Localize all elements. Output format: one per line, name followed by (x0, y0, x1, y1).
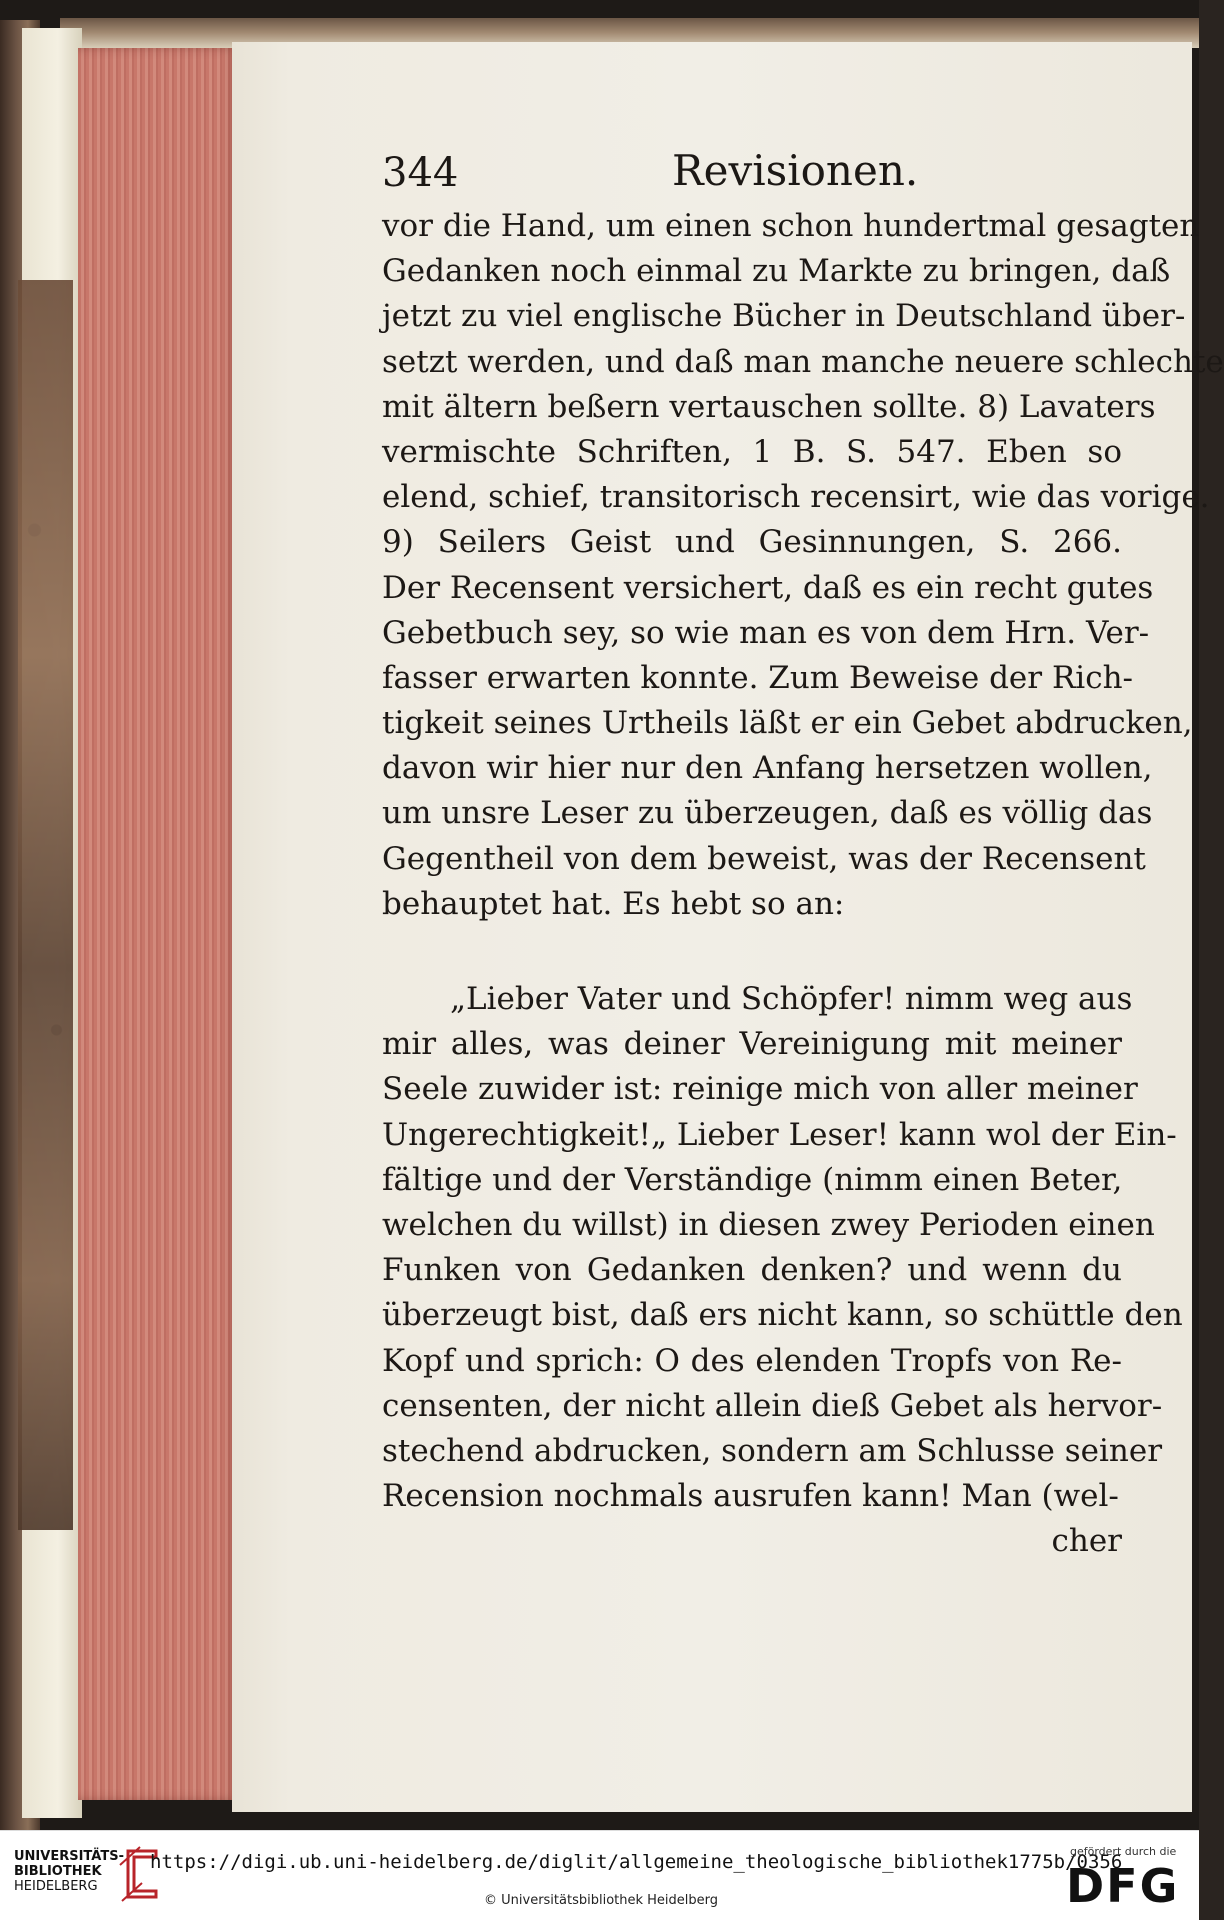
page-text (382, 132, 1224, 1564)
paragraph-1 (382, 204, 1224, 927)
book-page (232, 42, 1224, 1812)
text-line: vermischte Schriften, 1 B. S. 547. Eben so (382, 433, 1122, 470)
text-line: censenten, der nicht allein dieß Gebet als hervor- (382, 1387, 1163, 1424)
text-line: um unsre Leser zu überzeugen, daß es völlig das (382, 795, 1153, 832)
text-line: Der Recensent versichert, daß es ein recht gutes (382, 569, 1154, 606)
viewer-footer (0, 1830, 1199, 1920)
text-line: setzt werden, und daß man manche neuere schlechte (382, 343, 1224, 380)
page-header (382, 132, 1122, 202)
page-number: 344 (382, 150, 459, 196)
text-line: Funken von Gedanken denken? und wenn du (382, 1252, 1122, 1289)
text-line: tigkeit seines Urtheils läßt er ein Gebet abdrucken, (382, 705, 1193, 742)
logo-line-1: UNIVERSITÄTS- (14, 1849, 124, 1864)
text-line: behauptet hat. Es hebt so an: (382, 885, 845, 922)
text-line: Gedanken noch einmal zu Markte zu bringen, daß (382, 253, 1171, 290)
text-line: mit ältern beßern vertauschen sollte. 8) Lavaters (382, 388, 1156, 425)
marbled-cover-strip (18, 280, 73, 1530)
dfg-logo[interactable]: DFG (1066, 1859, 1180, 1913)
text-line: fasser erwarten konnte. Zum Beweise der Rich- (382, 659, 1134, 696)
logo-line-2: BIBLIOTHEK (14, 1864, 102, 1879)
text-line: vor die Hand, um einen schon hundertmal gesagten (382, 208, 1200, 244)
text-line: Gegentheil von dem beweist, was der Recensent (382, 840, 1146, 877)
text-line: Kopf und sprich: O des elenden Tropfs von Re- (382, 1342, 1122, 1379)
text-line: 9) Seilers Geist und Gesinnungen, S. 266. (382, 524, 1122, 561)
text-line: fältige und der Verständige (nimm einen Beter, (382, 1161, 1123, 1198)
running-head: Revisionen. (672, 146, 919, 195)
permalink-url[interactable]: https://digi.ub.uni-heidelberg.de/diglit/allgemeine_theologische_bibliothek1775b/0356 (150, 1851, 1123, 1873)
paragraph-2 (382, 977, 1183, 1519)
text-line: überzeugt bist, daß ers nicht kann, so schüttle den (382, 1297, 1183, 1334)
text-line: elend, schief, transitorisch recensirt, wie das vorige. (382, 479, 1210, 516)
text-line: stechend abdrucken, sondern am Schlusse seiner (382, 1432, 1163, 1469)
text-line: davon wir hier nur den Anfang hersetzen wollen, (382, 750, 1153, 787)
text-line: Seele zuwider ist: reinige mich von aller meiner (382, 1071, 1138, 1108)
text-line: Recension nochmals ausrufen kann! Man (wel- (382, 1478, 1119, 1515)
page-edges-red (78, 48, 238, 1800)
library-logo[interactable] (14, 1849, 124, 1894)
text-line: jetzt zu viel englische Bücher in Deutschland über- (382, 298, 1186, 335)
catchword: cher (1051, 1523, 1122, 1560)
copyright-notice: © Universitätsbibliothek Heidelberg (484, 1893, 719, 1908)
text-line: welchen du willst) in diesen zwey Perioden einen (382, 1206, 1155, 1243)
text-line: Gebetbuch sey, so wie man es von dem Hrn. Ver- (382, 614, 1150, 651)
text-line: mir alles, was deiner Vereinigung mit meiner (382, 1026, 1122, 1063)
logo-line-3: HEIDELBERG (14, 1879, 98, 1894)
funding-label: gefördert durch die (1070, 1845, 1177, 1858)
text-line: Ungerechtigkeit!„ Lieber Leser! kann wol der Ein- (382, 1116, 1177, 1153)
text-line: „Lieber Vater und Schöpfer! nimm weg aus (450, 981, 1133, 1017)
